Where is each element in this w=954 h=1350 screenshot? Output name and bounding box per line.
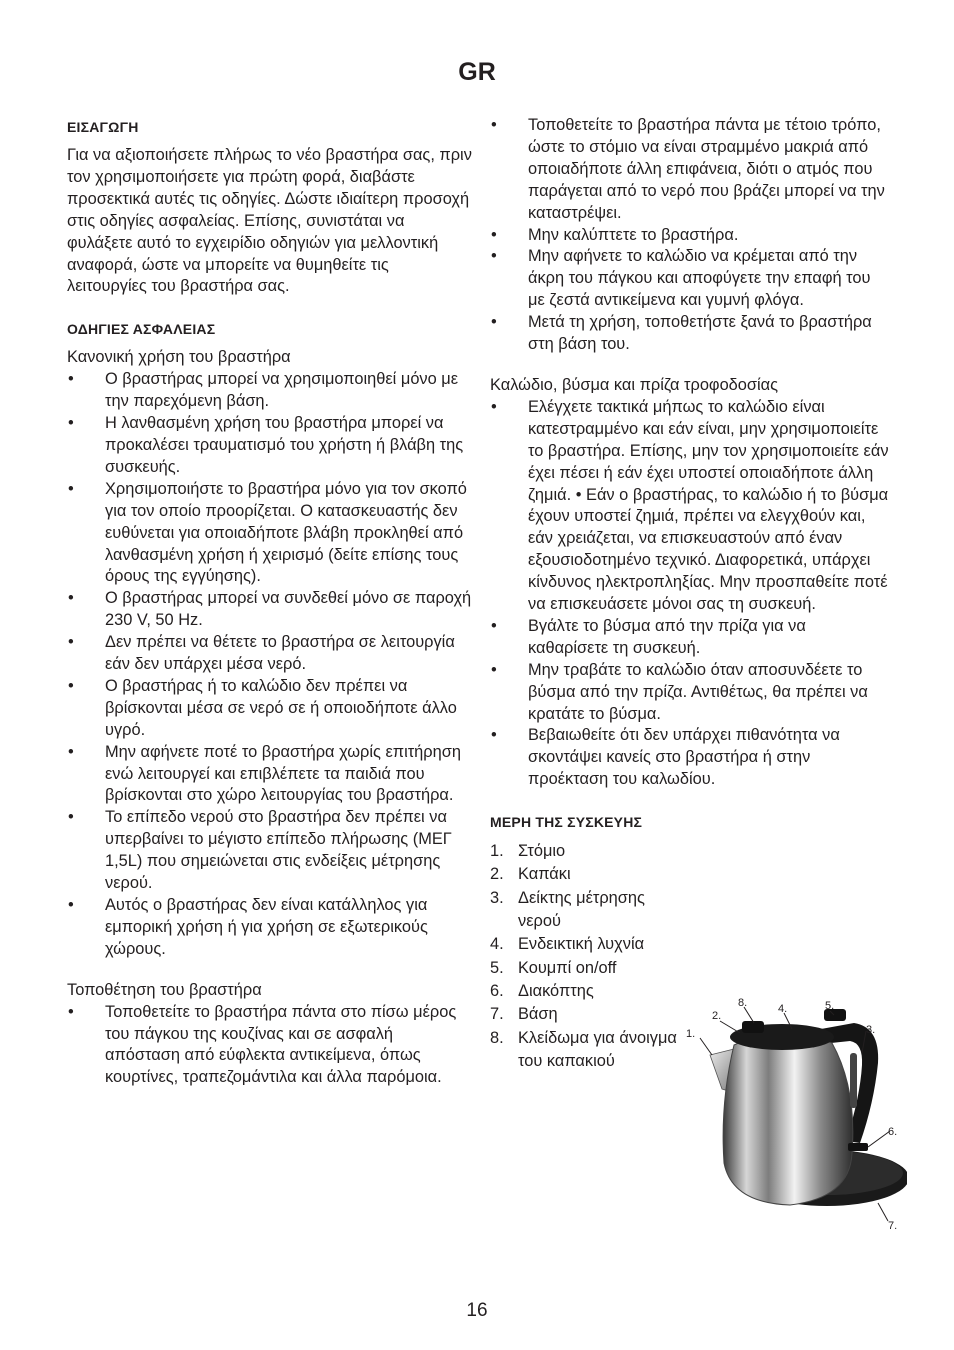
normal-use-list [67, 369, 472, 960]
list-item: • Τοποθετείτε το βραστήρα πάντα με τέτοιο τρόπο, ώστε το στόμιο να είναι στραμμένο μακριά από οποιαδήποτε άλλη επιφάνεια, διότι ο ατμός που παράγεται από το νερό που βράζει μπορεί να την καταστρέψει. [490, 115, 890, 225]
callout-label: 4. [778, 1003, 788, 1015]
part-item: 1. Στόμιο [490, 842, 566, 861]
part-item: 7. Βάση [490, 1005, 558, 1024]
part-item: 8. Κλείδωμα για άνοιγμα του καπακιού [490, 1028, 677, 1070]
kettle-body [723, 1033, 853, 1205]
intro-heading: ΕΙΣΑΓΩΓΗ [67, 119, 139, 135]
right-column [490, 115, 890, 1073]
page-number: 16 [466, 1300, 488, 1321]
callout-label: 8. [738, 997, 748, 1009]
placement-list-right [490, 115, 890, 356]
cable-title: Καλώδιο, βύσμα και πρίζα τροφοδοσίας [490, 375, 779, 394]
list-item: • Ελέγχετε τακτικά μήπως το καλώδιο είναι κατεστραμμένο και εάν είναι, μην χρησιμοποιείτε το βραστήρα. Επίσης, μην τον χρησιμοποιείτε εάν έχει πέσει ή εάν έχει υποστεί οποιαδήποτε άλλη ζημιά. • Εάν ο βραστήρας, το καλώδιο ή το βύσμα έχουν υποστεί ζημιά, πρέπει να ελεγχθούν και, εάν χρειάζεται, να επισκευαστούν από έναν εξουσιοδοτημένο τεχνικό. Διαφορετικά, υπάρχει κίνδυνος ηλεκτροπληξίας. Μην προσπαθείτε ποτέ να επισκευάσετε μόνοι σας τη συσκευή. [490, 397, 890, 616]
parts-list [490, 840, 685, 1073]
list-item: • Αυτός ο βραστήρας δεν είναι κατάλληλος για εμπορική χρήση ή για χρήση σε εξωτερικούς χώρους. [67, 895, 472, 961]
placement-list-left [67, 1002, 472, 1090]
safety-heading: ΟΔΗΓΙΕΣ ΑΣΦΑΛΕΙΑΣ [67, 321, 216, 338]
part-item: 2. Καπάκι [490, 865, 571, 884]
list-item: • Δεν πρέπει να θέτετε το βραστήρα σε λειτουργία εάν δεν υπάρχει μέσα νερό. [67, 632, 472, 676]
list-item: • Μην αφήνετε το καλώδιο να κρέμεται από την άκρη του πάγκου και αποφύγετε την επαφή του με ζεστά αντικείμενα και γυμνή φλόγα. [490, 246, 890, 312]
part-item: 3. Δείκτης μέτρησης νερού [490, 888, 645, 931]
list-item: • Το επίπεδο νερού στο βραστήρα δεν πρέπει να υπερβαίνει το μέγιστο επίπεδο πλήρωσης (ΜΕΓ 1,5L) που σημειώνεται στις ενδείξεις μέτρησης νερού. [67, 807, 472, 895]
part-item: 5. Κουμπί on/off [490, 958, 617, 977]
callout-label: 1. [686, 1028, 696, 1040]
list-item: • Ο βραστήρας μπορεί να συνδεθεί μόνο σε παροχή 230 V, 50 Hz. [67, 588, 472, 632]
water-gauge [850, 1053, 857, 1108]
list-item: • Μην αφήνετε ποτέ το βραστήρα χωρίς επιτήρηση ενώ λειτουργεί και επιβλέπετε τα παιδιά που βρίσκονται στο χώρο λειτουργίας του βραστήρα. [67, 742, 472, 808]
lid-lock [742, 1021, 764, 1033]
list-item: • Τοποθετείτε το βραστήρα πάντα στο πίσω μέρος του πάγκου της κουζίνας και σε ασφαλή απόσταση από εύφλεκτα αντικείμενα, όπως κουρτίνες, τραπεζομάντιλα και άλλα παρόμοια. [67, 1002, 472, 1090]
list-item: • Ο βραστήρας μπορεί να χρησιμοποιηθεί μόνο με την παρεχόμενη βάση. [67, 369, 472, 413]
list-item: • Μην καλύπτετε το βραστήρα. [490, 225, 890, 247]
list-item: • Ο βραστήρας ή το καλώδιο δεν πρέπει να βρίσκονται μέσα σε νερό σε ή οποιοδήποτε άλλο υγρό. [67, 676, 472, 742]
list-item: • Η λανθασμένη χρήση του βραστήρα μπορεί να προκαλέσει τραυματισμό του χρήστη ή βλάβη της συσκευής. [67, 413, 472, 479]
callout-label: 3. [866, 1024, 876, 1036]
callout-label: 7. [888, 1220, 898, 1232]
language-code: GR [458, 58, 496, 86]
callout-label: 6. [888, 1126, 898, 1138]
list-item: • Βεβαιωθείτε ότι δεν υπάρχει πιθανότητα να σκοντάψει κανείς στο βραστήρα ή στην προέκταση του καλωδίου. [490, 725, 890, 791]
cable-list [490, 397, 890, 791]
normal-use-title: Κανονική χρήση του βραστήρα [67, 348, 291, 367]
kettle-switch [848, 1143, 868, 1151]
left-column [67, 115, 472, 1089]
list-item: • Μην τραβάτε το καλώδιο όταν αποσυνδέετε το βύσμα από την πρίζα. Αντιθέτως, θα πρέπει να κρατάτε το βύσμα. [490, 660, 890, 726]
intro-text: Για να αξιοποιήσετε πλήρως το νέο βραστήρα σας, πριν τον χρησιμοποιήσετε για πρώτη φορά, διαβάστε προσεκτικά αυτές τις οδηγίες. Δώστε ιδιαίτερη προσοχή στις οδηγίες ασφαλείας. Επίσης, συνιστάται να φυλάξετε αυτό το εγχειρίδιο οδηγιών για μελλοντική αναφορά, ώστε να μπορείτε να θυμηθείτε τις λειτουργίες του βραστήρα σας. [67, 146, 472, 296]
list-item: • Μετά τη χρήση, τοποθετήστε ξανά το βραστήρα στη βάση του. [490, 312, 890, 356]
placement-title: Τοποθέτηση του βραστήρα [67, 980, 262, 999]
parts-heading: ΜΕΡΗ ΤΗΣ ΣΥΣΚΕΥΗΣ [490, 814, 643, 831]
list-item: • Χρησιμοποιήστε το βραστήρα μόνο για τον σκοπό για τον οποίο προορίζεται. Ο κατασκευαστής δεν ευθύνεται για οποιαδήποτε βλάβη προκληθεί από λανθασμένη χρήση ή χειρισμό (δείτε επίσης τους όρους της εγγύησης). [67, 479, 472, 589]
callout-label: 2. [712, 1010, 722, 1022]
list-item: • Βγάλτε το βύσμα από την πρίζα για να καθαρίσετε τη συσκευή. [490, 616, 890, 660]
part-item: 6. Διακόπτης [490, 981, 594, 1000]
callout-label: 5. [825, 1000, 835, 1012]
part-item: 4. Ενδεικτική λυχνία [490, 935, 645, 954]
kettle-illustration [682, 993, 907, 1233]
